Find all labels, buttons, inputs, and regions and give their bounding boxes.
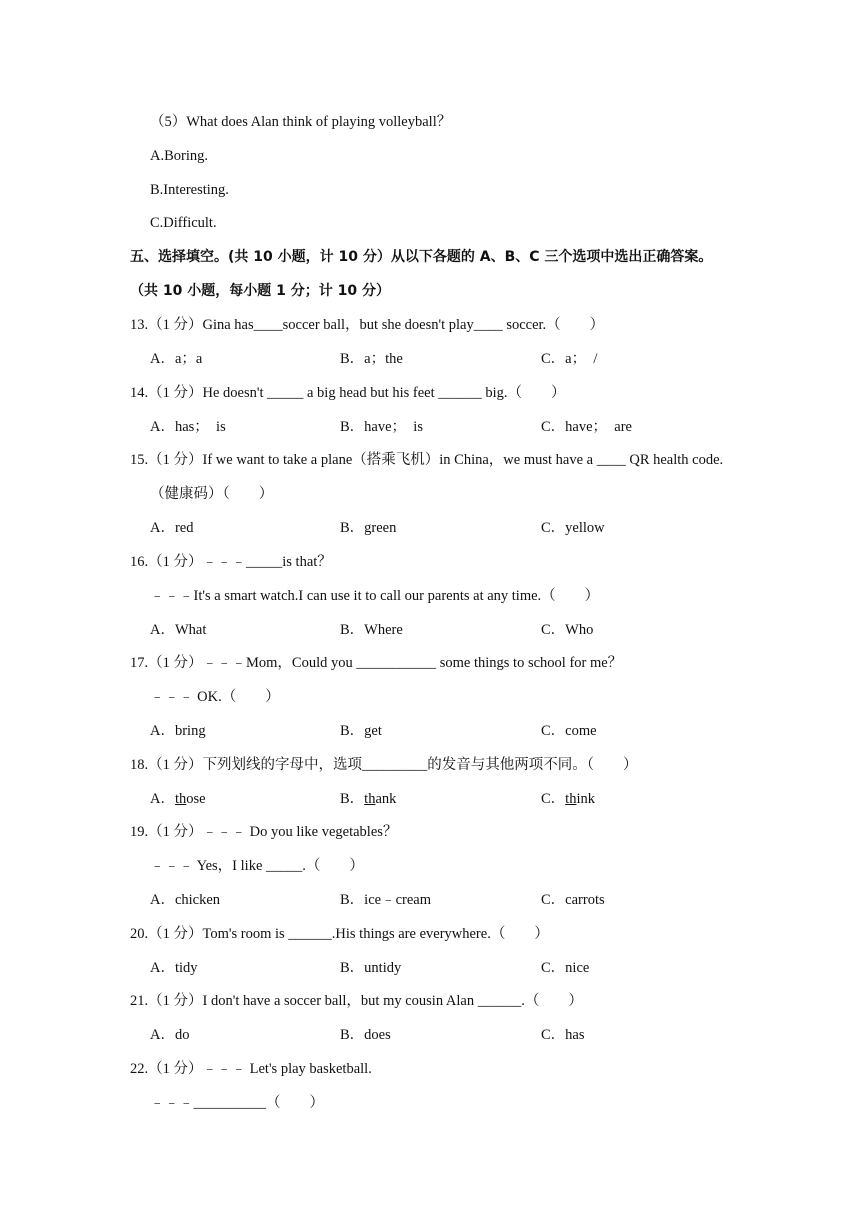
question-5-option-c: C.Difficult.	[150, 215, 217, 231]
question-17-stem-continued: ﹣﹣﹣ OK.（ ）	[150, 689, 280, 705]
question-17-option-b: B．get	[340, 723, 382, 739]
question-18-option-c: C．think	[541, 791, 595, 807]
question-16-stem-continued: ﹣﹣﹣It's a smart watch.I can use it to call our parents at any time.（ ）	[150, 588, 600, 604]
question-13-option-c: C．a； /	[541, 351, 598, 367]
section-heading: 五、选择填空。(共 10 小题，计 10 分）从以下各题的 A、B、C 三个选项中选出正确答案。	[130, 249, 713, 265]
question-21-stem: 21.（1 分）I don't have a soccer ball，but my cousin Alan ______.（ ）	[130, 993, 583, 1009]
question-20-option-c: C．nice	[541, 960, 590, 976]
question-13-stem: 13.（1 分）Gina has____soccer ball，but she doesn't play____ soccer.（ ）	[130, 317, 605, 333]
question-15-stem: 15.（1 分）If we want to take a plane（搭乘飞机）in China，we must have a ____ QR health code.	[130, 452, 724, 468]
question-14-option-c: C．have； are	[541, 419, 632, 435]
question-20-option-a: A．tidy	[150, 960, 198, 976]
question-17-stem: 17.（1 分）﹣﹣﹣Mom，Could you ___________ some things to school for me？	[130, 655, 623, 671]
question-5-option-a: A.Boring.	[150, 148, 208, 164]
question-14-option-b: B．have； is	[340, 419, 423, 435]
question-13-option-a: A．a；a	[150, 351, 203, 367]
question-20-option-b: B．untidy	[340, 960, 402, 976]
question-20-stem: 20.（1 分）Tom's room is ______.His things are everywhere.（ ）	[130, 926, 549, 942]
underlined-letters: th	[364, 791, 376, 807]
question-17-option-a: A．bring	[150, 723, 206, 739]
question-19-stem-continued: ﹣﹣﹣ Yes，I like _____.（ ）	[150, 858, 364, 874]
question-15-option-c: C．yellow	[541, 520, 605, 536]
question-14-stem: 14.（1 分）He doesn't _____ a big head but his feet ______ big.（ ）	[130, 385, 566, 401]
question-19-option-b: B．ice﹣cream	[340, 892, 431, 908]
question-16-stem: 16.（1 分）﹣﹣﹣_____is that？	[130, 554, 332, 570]
question-19-stem: 19.（1 分）﹣﹣﹣ Do you like vegetables？	[130, 824, 398, 840]
question-22-stem: 22.（1 分）﹣﹣﹣ Let's play basketball.	[130, 1061, 372, 1077]
underlined-letters: th	[565, 791, 577, 807]
question-18-option-a: A．those	[150, 791, 206, 807]
question-5-stem: （5）What does Alan think of playing volleyball？	[150, 114, 452, 130]
question-18-option-b: B．thank	[340, 791, 397, 807]
question-14-option-a: A．has； is	[150, 419, 226, 435]
question-21-option-c: C．has	[541, 1027, 585, 1043]
question-21-option-a: A．do	[150, 1027, 190, 1043]
question-16-option-c: C．Who	[541, 622, 594, 638]
question-15-option-b: B．green	[340, 520, 397, 536]
question-19-option-c: C．carrots	[541, 892, 605, 908]
question-17-option-c: C．come	[541, 723, 597, 739]
question-16-option-a: A．What	[150, 622, 207, 638]
question-22-stem-continued: ﹣﹣﹣__________（ ）	[150, 1095, 324, 1111]
question-21-option-b: B．does	[340, 1027, 391, 1043]
question-18-stem: 18.（1 分）下列划线的字母中，选项_________的发音与其他两项不同。（ ）	[130, 757, 638, 773]
question-5-option-b: B.Interesting.	[150, 182, 229, 198]
question-16-option-b: B．Where	[340, 622, 403, 638]
question-15-option-a: A．red	[150, 520, 194, 536]
question-15-stem-continued: （健康码）（ ）	[150, 486, 274, 502]
underlined-letters: th	[174, 791, 187, 807]
question-13-option-b: B．a；the	[340, 351, 403, 367]
section-subheading: （共 10 小题，每小题 1 分；计 10 分）	[130, 283, 390, 299]
question-19-option-a: A．chicken	[150, 892, 221, 908]
